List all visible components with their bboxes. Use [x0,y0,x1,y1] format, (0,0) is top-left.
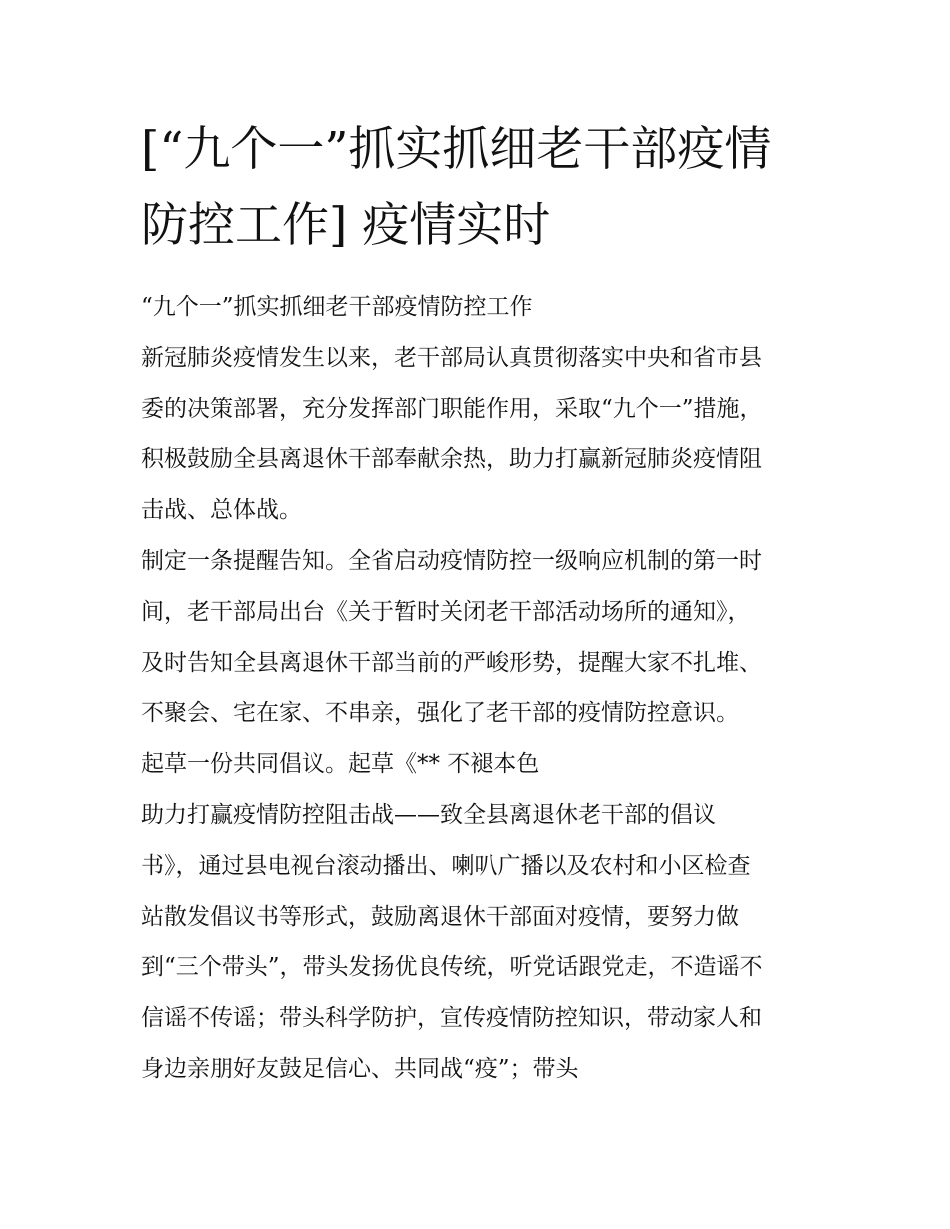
body-line: 到“三个带头”，带头发扬优良传统，听党话跟党走，不造谣不 [141,954,763,981]
document-body [141,282,821,1095]
body-line: 间，老干部局出台《关于暂时关闭老干部活动场所的通知》， [141,598,751,625]
body-line: 制定一条提醒告知。全省启动疫情防控一级响应机制的第一时 [141,547,762,574]
body-line: 不聚会、宅在家、不串亲，强化了老干部的疫情防控意识。 [141,700,739,727]
body-line: “九个一”抓实抓细老干部疫情防控工作 [141,294,533,320]
body-line: 新冠肺炎疫情发生以来，老干部局认真贯彻落实中央和省市县 [141,344,762,371]
body-line: 助力打赢疫情防控阻击战——致全县离退休老干部的倡议 [141,801,716,828]
body-line: 站散发倡议书等形式，鼓励离退休干部面对疫情，要努力做 [141,903,739,930]
document-title [141,112,821,264]
body-line: 委的决策部署，充分发挥部门职能作用，采取“九个一”措施， [141,395,763,422]
title-line-1: [“九个一”抓实抓细老干部疫情 [141,122,772,177]
body-line: 信谣不传谣；带头科学防护，宣传疫情防控知识，带动家人和 [141,1005,762,1032]
body-line: 身边亲朋好友鼓足信心、共同战“疫”；带头 [141,1055,579,1082]
body-line: 击战、总体战。 [141,497,302,524]
body-line: 起草一份共同倡议。起草《** 不褪本色 [141,751,540,778]
title-line-2: 防控工作] 疫情实时 [141,198,551,253]
body-line: 积极鼓励全县离退休干部奉献余热，助力打赢新冠肺炎疫情阻 [141,446,762,473]
body-line: 书》，通过县电视台滚动播出、喇叭广播以及农村和小区检查 [141,852,751,879]
body-line: 及时告知全县离退休干部当前的严峻形势，提醒大家不扎堆、 [141,649,762,676]
